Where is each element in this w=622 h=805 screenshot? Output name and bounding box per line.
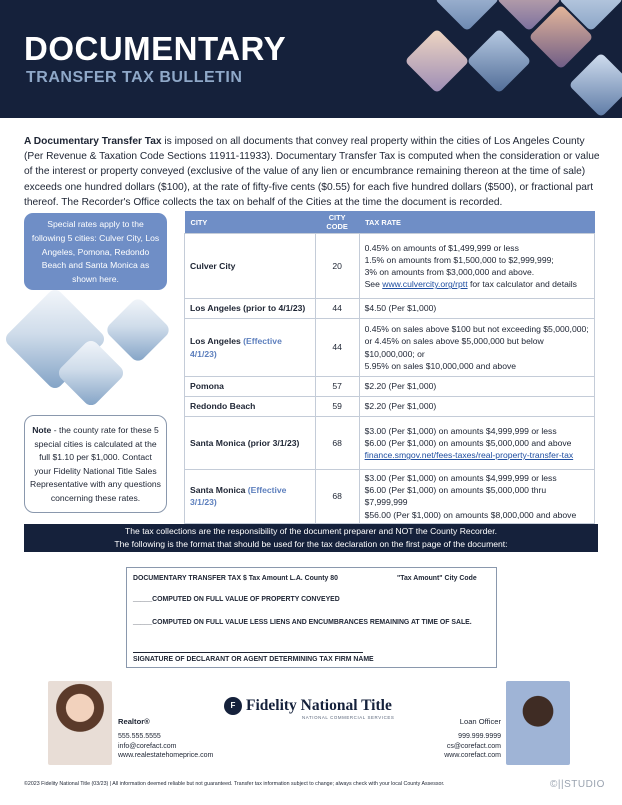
see-label: See: [364, 279, 383, 290]
rate-line: $3.00 (Per $1,000) on amounts $4,999,999 or less: [364, 473, 557, 483]
logo-tagline: NATIONAL COMMERCIAL SERVICES: [302, 715, 395, 720]
tax-rate: $2.20 (Per $1,000): [359, 397, 594, 417]
tax-rate: $2.20 (Per $1,000): [359, 377, 594, 397]
tax-rate: [359, 319, 594, 377]
skyline-image-tile: [568, 52, 622, 117]
table-row: [185, 299, 595, 319]
note-text: - the county rate for these 5 special cities is calculated at the full $1.10 per $1,000. Contact your Fidelity National Title Sales Representative with any questions concerning these rates.: [30, 425, 161, 503]
city-code: 59: [315, 397, 359, 417]
signature-line: [133, 652, 363, 653]
city-code: 44: [315, 319, 359, 377]
rate-line: [365, 278, 589, 290]
culver-city-link[interactable]: www.culvercity.org/rptt: [382, 279, 468, 290]
realtor-role: Realtor®: [118, 717, 150, 726]
header-banner: [0, 0, 622, 118]
form-option-full-value: _____COMPUTED ON FULL VALUE OF PROPERTY CONVEYED: [133, 596, 340, 603]
table-header-row: [185, 211, 595, 234]
effective-date: (Effective 3/1/23): [190, 485, 287, 508]
effective-date: (Effective 4/1/23): [190, 336, 282, 359]
tax-rate: $4.50 (Per $1,000): [359, 299, 594, 319]
rate-line: 3% on amounts from $3,000,000 and above.: [364, 267, 535, 277]
rate-line: $6.00 (Per $1,000) on amounts $5,000,000 and above: [364, 437, 572, 448]
studio-brand: ©||STUDIO: [550, 779, 605, 790]
realtor-contact: [118, 717, 213, 760]
city-name: [185, 470, 316, 524]
skyline-image-tile: [404, 28, 469, 93]
responsibility-banner: [24, 524, 598, 552]
header-tax-rate: TAX RATE: [359, 211, 594, 234]
rate-line: $10,000,000; or: [364, 348, 425, 359]
tax-rate: [359, 470, 594, 524]
intro-lead: A Documentary Transfer Tax: [24, 136, 162, 147]
office-image-collage: [0, 290, 186, 420]
page-subtitle: TRANSFER TAX BULLETIN: [26, 69, 243, 86]
rate-line: $6.00 (Per $1,000) on amounts $5,000,000 thru $7,999,999: [364, 485, 547, 508]
city-code: 68: [315, 470, 359, 524]
link-suffix: for tax calculator and details: [467, 279, 577, 290]
realtor-email[interactable]: info@corefact.com: [118, 742, 177, 750]
table-row: [185, 234, 595, 299]
rate-line: 1.5% on amounts from $1,500,000 to $2,999,999;: [364, 254, 554, 265]
header-city: CITY: [185, 211, 316, 234]
city-code: 68: [315, 417, 359, 470]
city-label: Santa Monica: [190, 485, 248, 496]
skyline-image-tile: [434, 0, 499, 32]
city-name: Santa Monica (prior 3/1/23): [185, 417, 316, 470]
note-label: Note: [32, 425, 52, 435]
officer-email[interactable]: cs@corefact.com: [446, 742, 501, 750]
city-code: 20: [315, 234, 359, 299]
rate-line: $3.00 (Per $1,000) on amounts $4,999,999 or less: [364, 425, 557, 436]
rate-line: 5.95% on sales $10,000,000 and above: [364, 360, 517, 371]
realtor-website[interactable]: www.realestatehomeprice.com: [118, 751, 214, 759]
form-signature-label: SIGNATURE OF DECLARANT OR AGENT DETERMINING TAX FIRM NAME: [133, 656, 374, 663]
table-row: [185, 417, 595, 470]
form-option-less-liens: _____COMPUTED ON FULL VALUE LESS LIENS AND ENCUMBRANCES REMAINING AT TIME OF SALE.: [133, 619, 472, 626]
officer-phone: 999.999.9999: [458, 733, 501, 741]
tax-rate: [359, 234, 594, 299]
officer-role: Loan Officer: [459, 717, 501, 726]
tax-rate: [359, 417, 594, 470]
table-row: [185, 377, 595, 397]
tax-declaration-form: [126, 567, 497, 668]
city-code: 57: [315, 377, 359, 397]
city-name: Los Angeles (prior to 4/1/23): [185, 299, 316, 319]
officer-website[interactable]: www.corefact.com: [444, 751, 501, 759]
city-name: [185, 319, 316, 377]
realtor-phone: 555.555.5555: [118, 733, 161, 741]
banner-line: The tax collections are the responsibility of the document preparer and NOT the County Recorder.: [125, 526, 497, 536]
special-rates-callout: Special rates apply to the following 5 cities: Culver City, Los Angeles, Pomona, Redondo Beach and Santa Monica as shown here.: [24, 213, 167, 290]
realtor-photo: [48, 681, 112, 765]
fidelity-logo: [224, 697, 400, 723]
footer-disclaimer: ©2023 Fidelity National Title (03/23) | All information deemed reliable but not guaranteed. Transfer tax information subject to change; always check with your local County Assessor.: [24, 781, 445, 787]
table-row: [185, 397, 595, 417]
city-label: Los Angeles: [190, 336, 244, 347]
table-row: [185, 470, 595, 524]
tax-rate-table: [184, 211, 595, 524]
santa-monica-link[interactable]: finance.smgov.net/fees-taxes/real-property-transfer-tax: [364, 450, 574, 461]
office-image-tile: [104, 296, 172, 364]
rate-line: $56.00 (Per $1,000) on amounts $8,000,000 and above: [364, 509, 577, 520]
table-row: [185, 319, 595, 377]
rate-line: or 4.45% on sales above $5,000,000 but below: [364, 336, 544, 347]
county-rate-note: [24, 415, 167, 513]
rate-line: 0.45% on sales above $100 but not exceeding $5,000,000;: [364, 324, 589, 335]
logo-name: Fidelity National Title: [246, 697, 392, 714]
city-code: 44: [315, 299, 359, 319]
rate-line: 0.45% on amounts of $1,499,999 or less: [364, 242, 519, 253]
loan-officer-contact: [444, 717, 501, 760]
fidelity-logo-icon: F: [224, 697, 242, 715]
intro-paragraph: [24, 134, 600, 210]
city-name: Culver City: [185, 234, 316, 299]
skyline-image-tile: [466, 28, 531, 93]
form-city-code: "Tax Amount" City Code: [397, 575, 477, 582]
city-name: Pomona: [185, 377, 316, 397]
city-name: Redondo Beach: [185, 397, 316, 417]
loan-officer-photo: [506, 681, 570, 765]
banner-line: The following is the format that should be used for the tax declaration on the first page of the document:: [114, 539, 508, 549]
header-city-code: CITY CODE: [315, 211, 359, 234]
page-title: DOCUMENTARY: [24, 30, 287, 67]
form-tax-line: DOCUMENTARY TRANSFER TAX $ Tax Amount L.A. County 80: [133, 575, 338, 582]
intro-text: is imposed on all documents that convey real property within the cities of Los Angeles County (Per Revenue & Taxation Code Sections 11911-11933). Documentary Transfer Tax is computed when the consideration or value of the interest or property conveyed (exclusive of the value of any lien or encumbrance remaining thereon at the time of sale) exceeds one hundred dollars ($100), at the rate of fifty-five cents ($0.55) for each five hundred dollars ($500), or fractional part thereof. The Recorder's Office collects the tax on behalf of the Cities at the time the document is recorded.: [24, 136, 600, 208]
